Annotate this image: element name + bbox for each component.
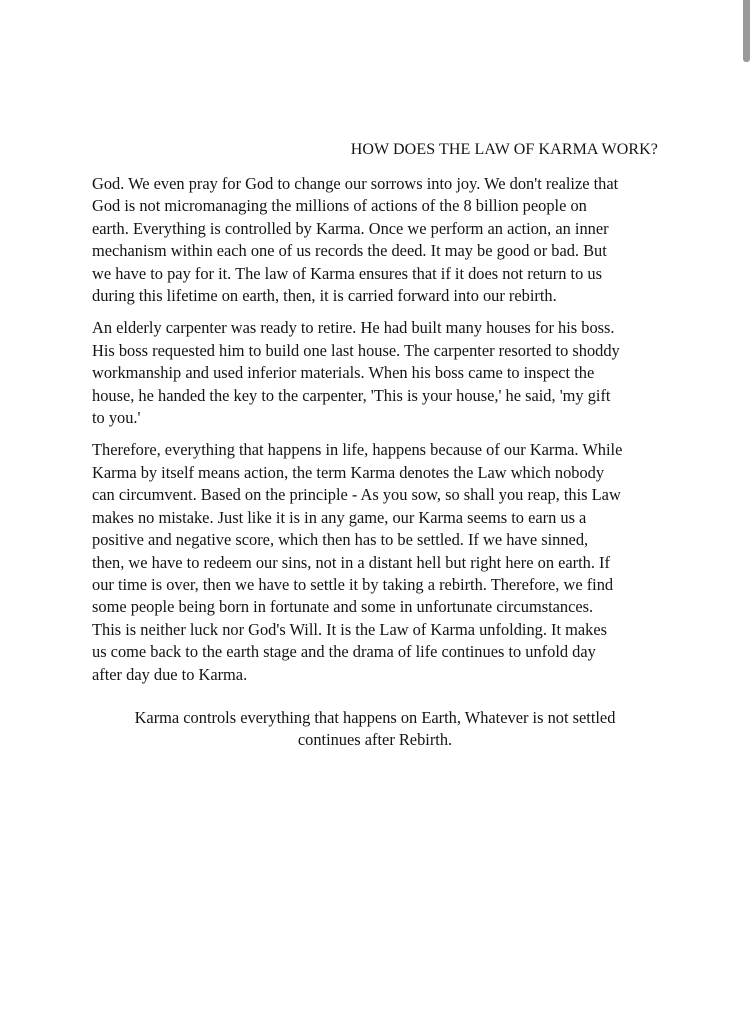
text-line: mechanism within each one of us records the deed. It may be good or bad. But — [92, 241, 607, 261]
text-line: God is not micromanaging the millions of actions of the 8 billion people on — [92, 196, 587, 216]
text-line: during this lifetime on earth, then, it is carried forward into our rebirth. — [92, 286, 557, 306]
text-line: some people being born in fortunate and some in unfortunate circumstances. — [92, 597, 594, 617]
paragraph-carpenter-story — [92, 317, 658, 429]
text-line: after day due to Karma. — [92, 664, 248, 684]
text-line: makes no mistake. Just like it is in any game, our Karma seems to earn us a — [92, 507, 587, 527]
text-line: God. We even pray for God to change our sorrows into joy. We don't realize that — [92, 174, 619, 193]
text-line: Karma by itself means action, the term Karma denotes the Law which nobody — [92, 462, 605, 482]
text-line: positive and negative score, which then has to be settled. If we have sinned, — [92, 530, 589, 550]
page-heading: HOW DOES THE LAW OF KARMA WORK? — [350, 141, 658, 158]
text-line: continues after Rebirth. — [297, 730, 453, 750]
paragraph-intro — [92, 173, 658, 307]
text-line: earth. Everything is controlled by Karma. Once we perform an action, an inner — [92, 218, 609, 238]
body-text — [92, 173, 658, 696]
text-line: to you.' — [92, 408, 141, 428]
text-line: Therefore, everything that happens in life, happens because of our Karma. While — [92, 440, 623, 460]
paragraph-law-of-karma — [92, 439, 658, 685]
text-line: we have to pay for it. The law of Karma ensures that if it does not return to us — [92, 263, 602, 283]
closing-statement — [0, 707, 750, 752]
text-line: workmanship and used inferior materials. When his boss came to inspect the — [92, 363, 595, 383]
text-line: This is neither luck nor God's Will. It is the Law of Karma unfolding. It makes — [92, 619, 608, 639]
text-line: Karma controls everything that happens on Earth, Whatever is not settled — [134, 708, 616, 727]
text-line: our time is over, then we have to settle it by taking a rebirth. Therefore, we find — [92, 574, 614, 594]
text-line: us come back to the earth stage and the drama of life continues to unfold day — [92, 642, 596, 662]
text-line: An elderly carpenter was ready to retire. He had built many houses for his boss. — [92, 318, 615, 338]
text-line: His boss requested him to build one last house. The carpenter resorted to shoddy — [92, 340, 620, 360]
text-line: house, he handed the key to the carpenter, 'This is your house,' he said, 'my gift — [92, 385, 611, 405]
text-line: can circumvent. Based on the principle - As you sow, so shall you reap, this Law — [92, 485, 621, 505]
scrollbar-thumb[interactable] — [743, 0, 750, 62]
text-line: then, we have to redeem our sins, not in a distant hell but right here on earth. If — [92, 552, 610, 572]
